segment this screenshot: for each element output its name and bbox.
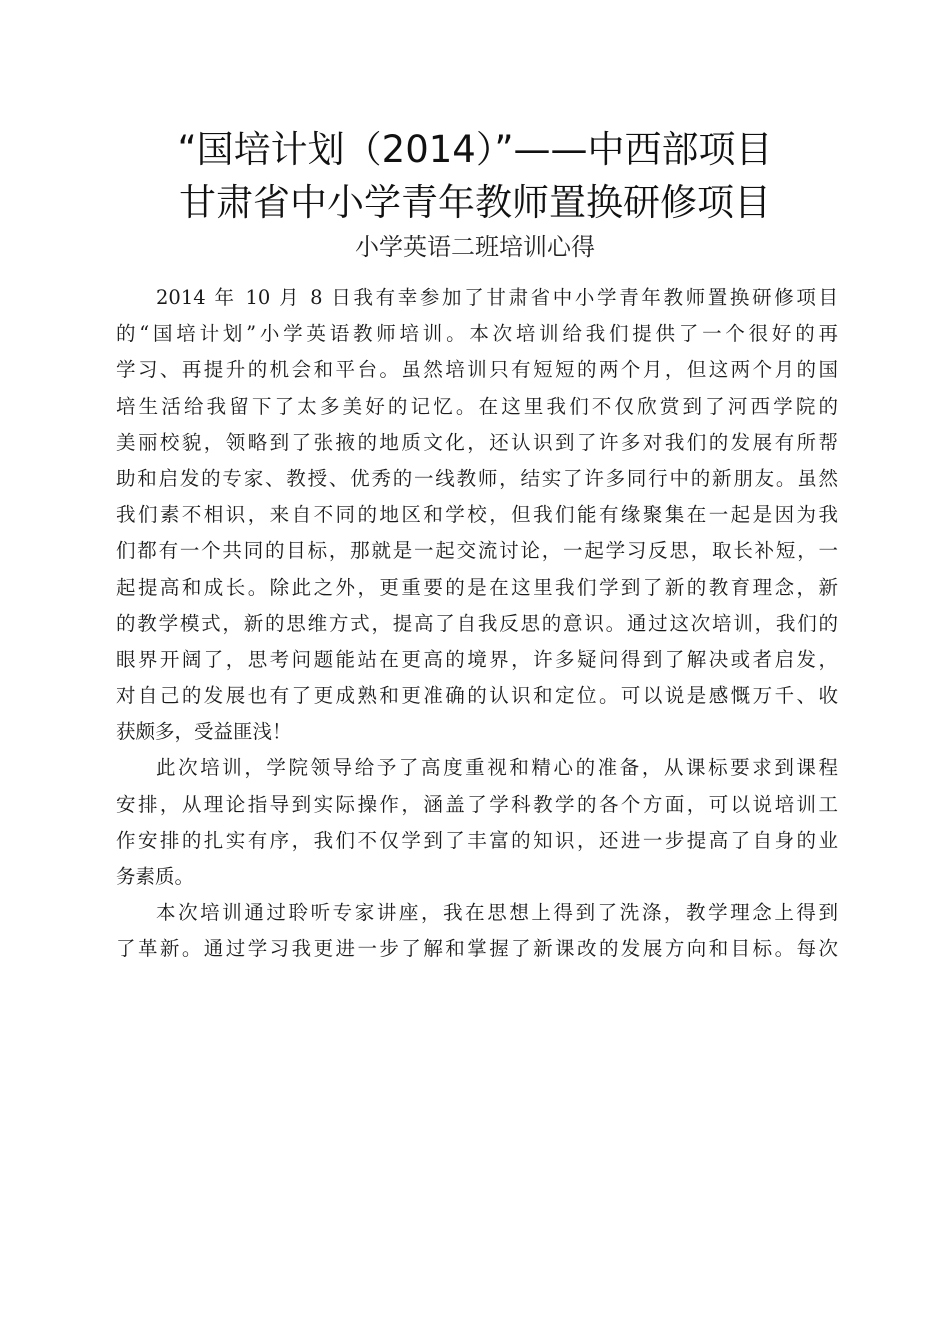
paragraph-line: 务素质。 [116, 865, 195, 888]
paragraph-line: 2014 年 10 月 8 日我有幸参加了甘肃省中小学青年教师置换研修项目 [156, 286, 838, 309]
paragraph [116, 280, 838, 750]
paragraph-line: 培生活给我留下了太多美好的记忆。在这里我们不仅欣赏到了河西学院的 [116, 394, 838, 418]
paragraph-line: 们都有一个共同的目标，那就是一起交流讨论，一起学习反思，取长补短，一 [116, 539, 838, 563]
paragraph-line: 助和启发的专家、教授、优秀的一线教师，结实了许多同行中的新朋友。虽然 [116, 466, 838, 490]
paragraph-line: 对自己的发展也有了更成熟和更准确的认识和定位。可以说是感慨万千、收 [116, 684, 838, 708]
paragraph-line: 眼界开阔了，思考问题能站在更高的境界，许多疑问得到了解决或者启发， [116, 647, 838, 671]
paragraph-line: 我们素不相识，来自不同的地区和学校，但我们能有缘聚集在一起是因为我 [116, 503, 838, 527]
document-title-line-2: 甘肃省中小学青年教师置换研修项目 [179, 181, 771, 224]
paragraph-line: 起提高和成长。除此之外，更重要的是在这里我们学到了新的教育理念，新 [116, 575, 838, 599]
paragraph-line: 美丽校貌，领略到了张掖的地质文化，还认识到了许多对我们的发展有所帮 [116, 430, 838, 454]
paragraph-line: 的“国培计划”小学英语教师培训。本次培训给我们提供了一个很好的再 [116, 322, 838, 346]
document-title-line-1: “国培计划（2014）”——中西部项目 [177, 128, 773, 171]
paragraph-line: 安排，从理论指导到实际操作，涵盖了学科教学的各个方面，可以说培训工 [116, 792, 838, 816]
paragraph [116, 750, 838, 895]
paragraph [116, 895, 838, 967]
document-subtitle: 小学英语二班培训心得 [355, 233, 595, 261]
paragraph-line: 的教学模式，新的思维方式，提高了自我反思的意识。通过这次培训，我们的 [116, 611, 838, 635]
paragraph-line: 本次培训通过聆听专家讲座，我在思想上得到了洗涤，教学理念上得到 [156, 901, 838, 925]
paragraph-line: 学习、再提升的机会和平台。虽然培训只有短短的两个月，但这两个月的国 [116, 358, 838, 382]
paragraph-line: 了革新。通过学习我更进一步了解和掌握了新课改的发展方向和目标。每次 [116, 937, 838, 961]
paragraph-line: 获颇多，受益匪浅！ [116, 720, 292, 744]
paragraph-line: 作安排的扎实有序，我们不仅学到了丰富的知识，还进一步提高了自身的业 [116, 828, 838, 852]
document-body [116, 280, 838, 968]
paragraph-line: 此次培训，学院领导给予了高度重视和精心的准备，从课标要求到课程 [156, 756, 838, 780]
